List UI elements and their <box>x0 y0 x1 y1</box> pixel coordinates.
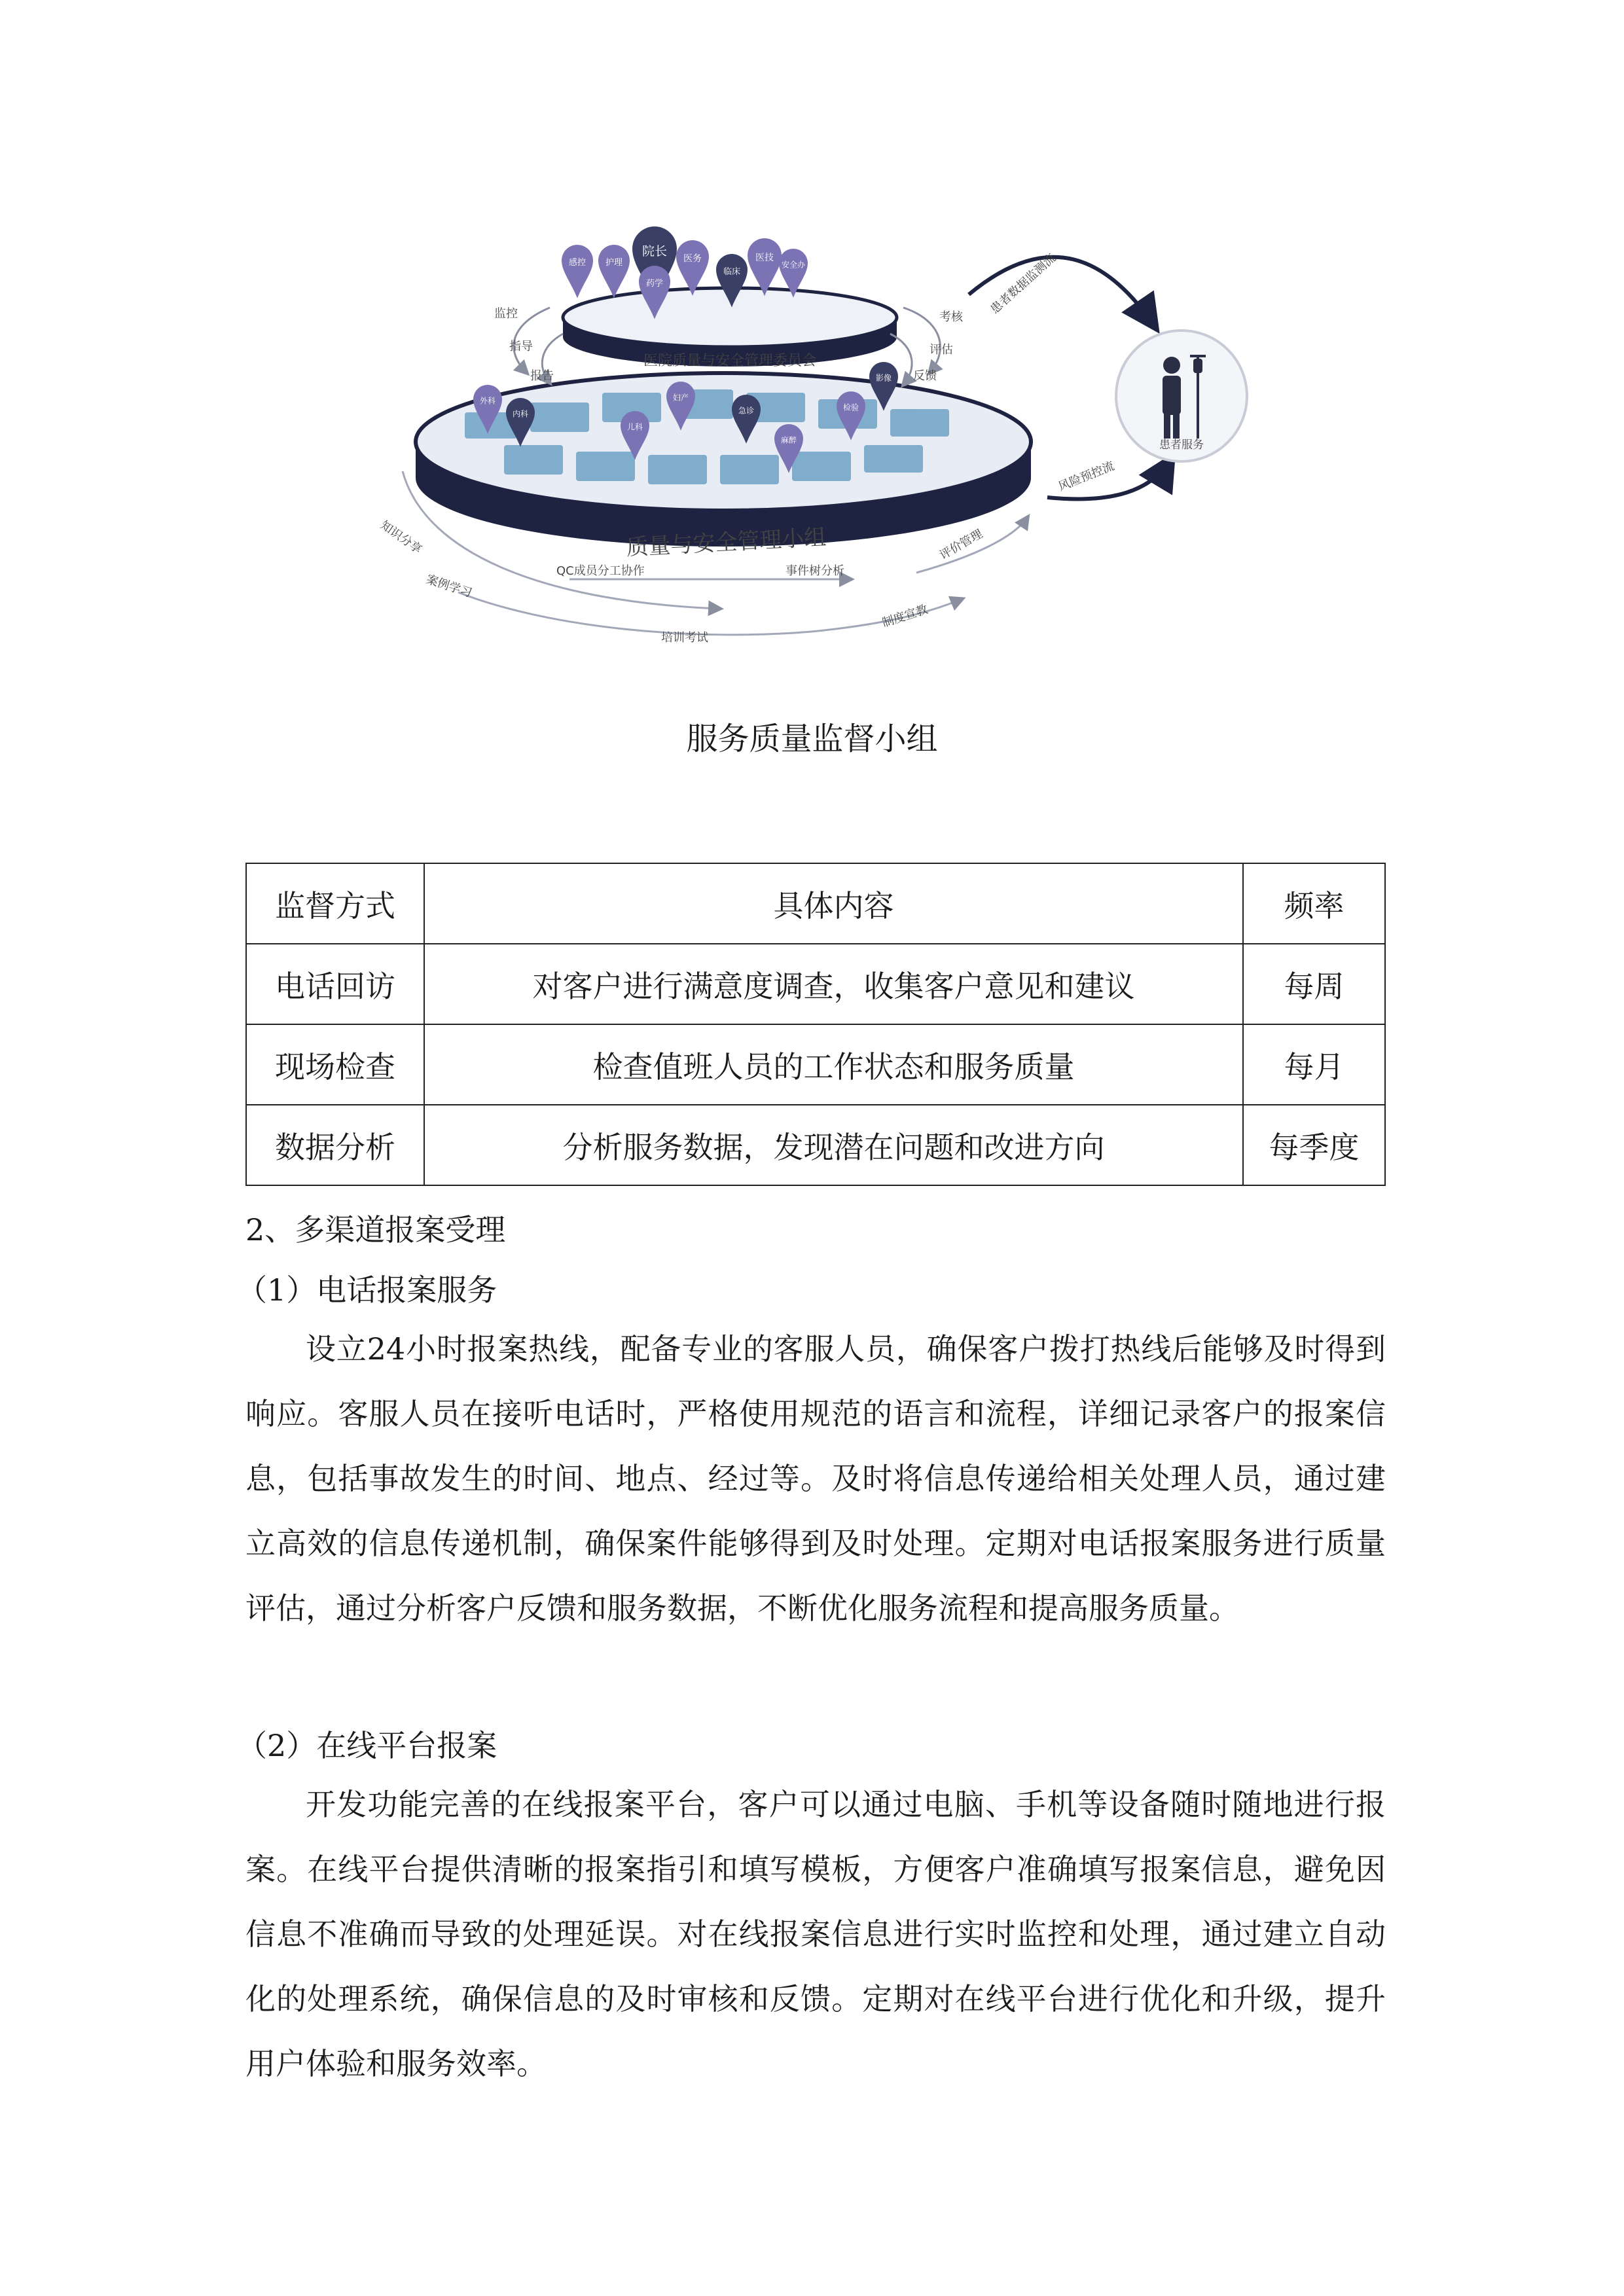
table-row <box>246 1024 1385 1105</box>
table-cell: 现场检查 <box>246 1024 424 1105</box>
bottom-pin-label: 妇产 <box>672 393 689 403</box>
figure-caption: 服务质量监督小组 <box>686 721 938 757</box>
top-pin <box>562 245 593 298</box>
bottom-pin-label: 儿科 <box>626 422 643 432</box>
bottom-pin-label: 检验 <box>842 403 859 412</box>
cycle-item-5: 事件树分析 <box>785 564 844 578</box>
subheading-online-report: （2）在线平台报案 <box>237 1728 497 1763</box>
top-pin-label: 感控 <box>568 258 586 268</box>
table-cell: 对客户进行满意度调查，收集客户意见和建议 <box>424 944 1243 1024</box>
left-arrow-label-1: 监控 <box>494 307 518 321</box>
top-pin-label: 临床 <box>723 267 741 278</box>
table-cell: 每周 <box>1243 944 1385 1024</box>
table-cell: 每季度 <box>1243 1105 1385 1185</box>
cycle-item-4: 培训考试 <box>661 631 708 645</box>
subheading-phone-report: （1）电话报案服务 <box>237 1272 497 1308</box>
patient-label: 患者服务 <box>1159 439 1204 452</box>
table-header-row <box>246 863 1385 944</box>
top-pin-marker <box>598 245 630 298</box>
table-cell: 每月 <box>1243 1024 1385 1105</box>
curve-bottom-label: 风险预控流 <box>1056 459 1117 494</box>
table-cell: 电话回访 <box>246 944 424 1024</box>
left-arrow-label-2: 指导 <box>509 340 533 353</box>
bottom-pin-label: 麻醉 <box>780 435 797 445</box>
quality-management-diagram <box>353 216 1283 674</box>
curve-top-label: 患者数据监测流 <box>988 251 1058 317</box>
bottom-tier-label: 质量与安全管理小组 <box>625 524 827 561</box>
top-pin <box>598 245 630 298</box>
paragraph-phone-report: 设立24小时报案热线，配备专业的客服人员，确保客户拨打热线后能够及时得到响应。客服人员在接听电话时，严格使用规范的语言和流程，详细记录客户的报案信息，包括事故发生的时间、地点、经过等。及时将信息传递给相关处理人员，通过建立高效的信息传递机制，确保案件能够得到及时处理。定期对电话报案服务进行质量评估，通过分析客户反馈和服务数据，不断优化服务流程和提高服务质量。 <box>245 1331 1386 1626</box>
bottom-pin-label: 外科 <box>479 396 496 406</box>
cycle-item-3: QC成员分工协作 <box>556 564 645 578</box>
table-header-frequency: 频率 <box>1243 863 1385 944</box>
top-pin-marker <box>562 245 593 298</box>
table-header-content: 具体内容 <box>424 863 1243 944</box>
cycle-item-6: 制度宣教 <box>880 602 930 630</box>
bottom-pin-label: 急诊 <box>738 406 755 416</box>
top-pin-label: 安全办 <box>781 260 806 270</box>
paragraph-online-report: 开发功能完善的在线报案平台，客户可以通过电脑、手机等设备随时随地进行报案。在线平台提供清晰的报案指引和填写模板，方便客户准确填写报案信息，避免因信息不准确而导致的处理延误。对在线报案信息进行实时监控和处理，通过建立自动化的处理系统，确保信息的及时审核和反馈。定期对在线平台进行优化和升级，提升用户体验和服务效率。 <box>245 1787 1386 2081</box>
table-cell: 分析服务数据，发现潜在问题和改进方向 <box>424 1105 1243 1185</box>
patient-service <box>1116 331 1247 461</box>
top-pin-label: 医务 <box>683 253 702 264</box>
left-arrow-label-3: 报告 <box>530 369 554 383</box>
top-tier-label: 医院质量与安全管理委员会 <box>643 353 817 369</box>
table-cell: 数据分析 <box>246 1105 424 1185</box>
table-header-method: 监督方式 <box>246 863 424 944</box>
supervision-table <box>245 863 1386 1186</box>
right-arrow-label-2: 评估 <box>929 343 953 357</box>
section-heading: 2、多渠道报案受理 <box>245 1212 506 1247</box>
right-arrow-label-1: 考核 <box>939 310 963 324</box>
top-pin-label: 护理 <box>605 258 623 268</box>
right-arrow-label-3: 反馈 <box>913 369 937 383</box>
cycle-item-7: 评价管理 <box>937 527 985 563</box>
cycle-item-2: 案例学习 <box>424 572 474 601</box>
bottom-pin-label: 内科 <box>512 409 529 419</box>
top-pin-label: 院长 <box>641 244 668 259</box>
bottom-tier <box>416 373 1031 561</box>
top-pin-label: 药学 <box>645 279 664 289</box>
cycle-item-1: 知识分享 <box>378 518 425 557</box>
bottom-pin-label: 影像 <box>875 373 892 383</box>
top-pin-label: 医技 <box>755 252 774 263</box>
table-row <box>246 944 1385 1024</box>
table-row <box>246 1105 1385 1185</box>
table-cell: 检查值班人员的工作状态和服务质量 <box>424 1024 1243 1105</box>
